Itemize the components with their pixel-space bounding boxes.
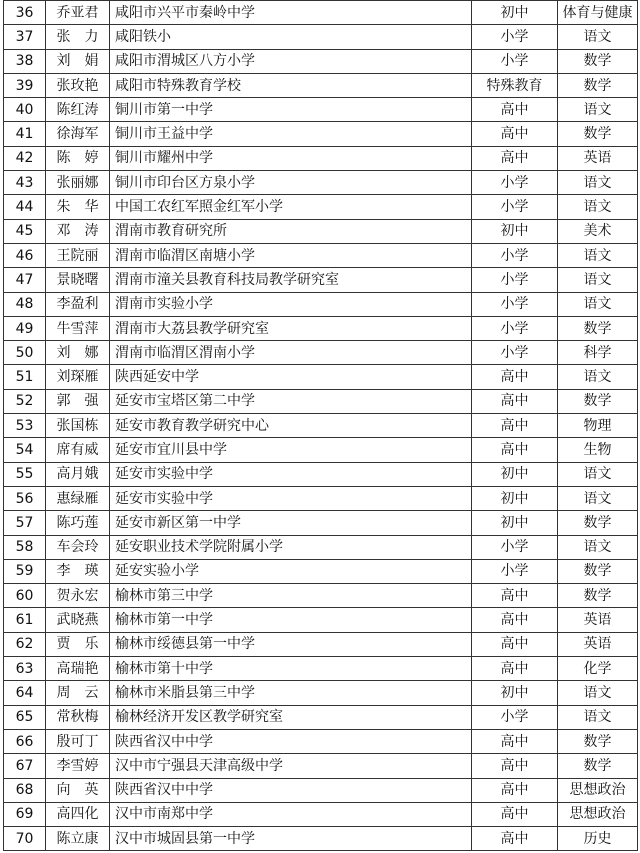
school-level-cell: 初中 bbox=[472, 462, 558, 486]
teaching-subject-cell: 语文 bbox=[558, 292, 638, 316]
row-number-cell: 69 bbox=[4, 802, 46, 826]
person-name-cell: 刘琛雁 bbox=[46, 365, 110, 389]
table-row bbox=[4, 25, 638, 49]
person-name-cell: 陈立康 bbox=[46, 827, 110, 851]
person-name-cell: 景晓曙 bbox=[46, 268, 110, 292]
school-level-cell: 小学 bbox=[472, 195, 558, 219]
table-row bbox=[4, 98, 638, 122]
row-number-cell: 50 bbox=[4, 341, 46, 365]
row-number-cell: 39 bbox=[4, 73, 46, 97]
school-level-cell: 高中 bbox=[472, 122, 558, 146]
teaching-subject-cell: 美术 bbox=[558, 219, 638, 243]
row-number-cell: 58 bbox=[4, 535, 46, 559]
table-row bbox=[4, 316, 638, 340]
teaching-subject-cell: 数学 bbox=[558, 559, 638, 583]
teaching-subject-cell: 数学 bbox=[558, 729, 638, 753]
row-number-cell: 56 bbox=[4, 486, 46, 510]
table-row bbox=[4, 802, 638, 826]
school-level-cell: 小学 bbox=[472, 292, 558, 316]
table-row bbox=[4, 535, 638, 559]
school-level-cell: 高中 bbox=[472, 438, 558, 462]
row-number-cell: 57 bbox=[4, 511, 46, 535]
teaching-subject-cell: 语文 bbox=[558, 195, 638, 219]
school-level-cell: 初中 bbox=[472, 681, 558, 705]
teaching-subject-cell: 体育与健康 bbox=[558, 1, 638, 25]
row-number-cell: 47 bbox=[4, 268, 46, 292]
person-name-cell: 李 瑛 bbox=[46, 559, 110, 583]
row-number-cell: 59 bbox=[4, 559, 46, 583]
school-level-cell: 高中 bbox=[472, 365, 558, 389]
teaching-subject-cell: 数学 bbox=[558, 511, 638, 535]
table-row bbox=[4, 657, 638, 681]
school-name-cell: 榆林市米脂县第三中学 bbox=[110, 681, 472, 705]
teaching-subject-cell: 语文 bbox=[558, 681, 638, 705]
person-name-cell: 殷可丁 bbox=[46, 729, 110, 753]
teaching-subject-cell: 数学 bbox=[558, 316, 638, 340]
row-number-cell: 40 bbox=[4, 98, 46, 122]
table-row bbox=[4, 462, 638, 486]
school-level-cell: 特殊教育 bbox=[472, 73, 558, 97]
person-name-cell: 张玫艳 bbox=[46, 73, 110, 97]
teaching-subject-cell: 数学 bbox=[558, 122, 638, 146]
person-name-cell: 张 力 bbox=[46, 25, 110, 49]
person-name-cell: 徐海军 bbox=[46, 122, 110, 146]
school-level-cell: 高中 bbox=[472, 729, 558, 753]
person-name-cell: 贺永宏 bbox=[46, 584, 110, 608]
school-name-cell: 铜川市印台区方泉小学 bbox=[110, 171, 472, 195]
school-level-cell: 小学 bbox=[472, 535, 558, 559]
row-number-cell: 70 bbox=[4, 827, 46, 851]
school-level-cell: 小学 bbox=[472, 268, 558, 292]
row-number-cell: 52 bbox=[4, 389, 46, 413]
person-name-cell: 向 英 bbox=[46, 778, 110, 802]
person-name-cell: 李雪婷 bbox=[46, 754, 110, 778]
teaching-subject-cell: 语文 bbox=[558, 365, 638, 389]
teaching-subject-cell: 物理 bbox=[558, 414, 638, 438]
school-level-cell: 高中 bbox=[472, 608, 558, 632]
person-name-cell: 陈巧莲 bbox=[46, 511, 110, 535]
teaching-subject-cell: 语文 bbox=[558, 171, 638, 195]
person-name-cell: 郭 强 bbox=[46, 389, 110, 413]
row-number-cell: 63 bbox=[4, 657, 46, 681]
row-number-cell: 41 bbox=[4, 122, 46, 146]
teaching-subject-cell: 思想政治 bbox=[558, 778, 638, 802]
row-number-cell: 54 bbox=[4, 438, 46, 462]
row-number-cell: 37 bbox=[4, 25, 46, 49]
school-name-cell: 咸阳铁小 bbox=[110, 25, 472, 49]
row-number-cell: 64 bbox=[4, 681, 46, 705]
school-level-cell: 高中 bbox=[472, 802, 558, 826]
school-name-cell: 中国工农红军照金红军小学 bbox=[110, 195, 472, 219]
table-row bbox=[4, 705, 638, 729]
teaching-subject-cell: 语文 bbox=[558, 25, 638, 49]
teaching-subject-cell: 思想政治 bbox=[558, 802, 638, 826]
school-name-cell: 铜川市第一中学 bbox=[110, 98, 472, 122]
school-name-cell: 延安市宝塔区第二中学 bbox=[110, 389, 472, 413]
school-level-cell: 小学 bbox=[472, 705, 558, 729]
table-row bbox=[4, 486, 638, 510]
table-row bbox=[4, 122, 638, 146]
table-row bbox=[4, 681, 638, 705]
row-number-cell: 67 bbox=[4, 754, 46, 778]
person-name-cell: 刘 娜 bbox=[46, 341, 110, 365]
school-level-cell: 小学 bbox=[472, 341, 558, 365]
table-row bbox=[4, 729, 638, 753]
school-name-cell: 渭南市潼关县教育科技局教学研究室 bbox=[110, 268, 472, 292]
table-row bbox=[4, 146, 638, 170]
school-level-cell: 小学 bbox=[472, 316, 558, 340]
school-name-cell: 延安市宜川县中学 bbox=[110, 438, 472, 462]
school-level-cell: 小学 bbox=[472, 25, 558, 49]
school-name-cell: 榆林市第十中学 bbox=[110, 657, 472, 681]
row-number-cell: 43 bbox=[4, 171, 46, 195]
person-name-cell: 张国栋 bbox=[46, 414, 110, 438]
row-number-cell: 38 bbox=[4, 49, 46, 73]
table-row bbox=[4, 608, 638, 632]
row-number-cell: 60 bbox=[4, 584, 46, 608]
row-number-cell: 42 bbox=[4, 146, 46, 170]
teaching-subject-cell: 数学 bbox=[558, 73, 638, 97]
person-name-cell: 王院丽 bbox=[46, 243, 110, 267]
person-name-cell: 陈红涛 bbox=[46, 98, 110, 122]
school-level-cell: 高中 bbox=[472, 754, 558, 778]
teaching-subject-cell: 科学 bbox=[558, 341, 638, 365]
person-name-cell: 高瑞艳 bbox=[46, 657, 110, 681]
school-level-cell: 初中 bbox=[472, 511, 558, 535]
teaching-subject-cell: 化学 bbox=[558, 657, 638, 681]
school-name-cell: 榆林市第一中学 bbox=[110, 608, 472, 632]
person-name-cell: 车会玲 bbox=[46, 535, 110, 559]
school-level-cell: 初中 bbox=[472, 219, 558, 243]
school-level-cell: 小学 bbox=[472, 559, 558, 583]
person-name-cell: 张丽娜 bbox=[46, 171, 110, 195]
row-number-cell: 53 bbox=[4, 414, 46, 438]
row-number-cell: 51 bbox=[4, 365, 46, 389]
roster-table bbox=[3, 0, 638, 851]
table-row bbox=[4, 49, 638, 73]
row-number-cell: 62 bbox=[4, 632, 46, 656]
teaching-subject-cell: 生物 bbox=[558, 438, 638, 462]
teaching-subject-cell: 语文 bbox=[558, 243, 638, 267]
table-row bbox=[4, 754, 638, 778]
teaching-subject-cell: 数学 bbox=[558, 49, 638, 73]
person-name-cell: 常秋梅 bbox=[46, 705, 110, 729]
row-number-cell: 65 bbox=[4, 705, 46, 729]
school-name-cell: 榆林市绥德县第一中学 bbox=[110, 632, 472, 656]
school-name-cell: 延安市实验中学 bbox=[110, 462, 472, 486]
person-name-cell: 周 云 bbox=[46, 681, 110, 705]
table-row bbox=[4, 389, 638, 413]
school-level-cell: 高中 bbox=[472, 98, 558, 122]
table-row bbox=[4, 292, 638, 316]
table-row bbox=[4, 365, 638, 389]
school-level-cell: 高中 bbox=[472, 657, 558, 681]
person-name-cell: 李盈利 bbox=[46, 292, 110, 316]
teaching-subject-cell: 数学 bbox=[558, 389, 638, 413]
person-name-cell: 席有威 bbox=[46, 438, 110, 462]
school-level-cell: 小学 bbox=[472, 49, 558, 73]
school-name-cell: 陕西省汉中中学 bbox=[110, 778, 472, 802]
row-number-cell: 44 bbox=[4, 195, 46, 219]
table-row bbox=[4, 632, 638, 656]
person-name-cell: 刘 娟 bbox=[46, 49, 110, 73]
person-name-cell: 乔亚君 bbox=[46, 1, 110, 25]
person-name-cell: 惠绿雁 bbox=[46, 486, 110, 510]
school-name-cell: 延安市新区第一中学 bbox=[110, 511, 472, 535]
school-level-cell: 高中 bbox=[472, 827, 558, 851]
school-name-cell: 延安市实验中学 bbox=[110, 486, 472, 510]
school-level-cell: 小学 bbox=[472, 171, 558, 195]
teaching-subject-cell: 语文 bbox=[558, 535, 638, 559]
row-number-cell: 36 bbox=[4, 1, 46, 25]
person-name-cell: 武晓燕 bbox=[46, 608, 110, 632]
row-number-cell: 49 bbox=[4, 316, 46, 340]
school-level-cell: 高中 bbox=[472, 146, 558, 170]
row-number-cell: 68 bbox=[4, 778, 46, 802]
person-name-cell: 陈 婷 bbox=[46, 146, 110, 170]
teaching-subject-cell: 历史 bbox=[558, 827, 638, 851]
teaching-subject-cell: 数学 bbox=[558, 754, 638, 778]
person-name-cell: 高月娥 bbox=[46, 462, 110, 486]
school-name-cell: 渭南市实验小学 bbox=[110, 292, 472, 316]
school-name-cell: 渭南市临渭区渭南小学 bbox=[110, 341, 472, 365]
table-row bbox=[4, 243, 638, 267]
table-row bbox=[4, 511, 638, 535]
teaching-subject-cell: 英语 bbox=[558, 608, 638, 632]
teaching-subject-cell: 语文 bbox=[558, 462, 638, 486]
school-name-cell: 延安市教育教学研究中心 bbox=[110, 414, 472, 438]
teaching-subject-cell: 语文 bbox=[558, 486, 638, 510]
school-name-cell: 延安职业技术学院附属小学 bbox=[110, 535, 472, 559]
school-level-cell: 高中 bbox=[472, 778, 558, 802]
row-number-cell: 66 bbox=[4, 729, 46, 753]
school-name-cell: 渭南市大荔县教学研究室 bbox=[110, 316, 472, 340]
teaching-subject-cell: 语文 bbox=[558, 268, 638, 292]
school-name-cell: 咸阳市渭城区八方小学 bbox=[110, 49, 472, 73]
school-name-cell: 铜川市耀州中学 bbox=[110, 146, 472, 170]
teaching-subject-cell: 数学 bbox=[558, 584, 638, 608]
teaching-subject-cell: 语文 bbox=[558, 705, 638, 729]
row-number-cell: 61 bbox=[4, 608, 46, 632]
person-name-cell: 牛雪萍 bbox=[46, 316, 110, 340]
school-level-cell: 高中 bbox=[472, 584, 558, 608]
school-level-cell: 高中 bbox=[472, 389, 558, 413]
table-row bbox=[4, 195, 638, 219]
school-name-cell: 陕西省汉中中学 bbox=[110, 729, 472, 753]
school-level-cell: 高中 bbox=[472, 414, 558, 438]
school-name-cell: 渭南市临渭区南塘小学 bbox=[110, 243, 472, 267]
table-row bbox=[4, 827, 638, 851]
school-name-cell: 铜川市王益中学 bbox=[110, 122, 472, 146]
school-level-cell: 高中 bbox=[472, 632, 558, 656]
table-row bbox=[4, 1, 638, 25]
school-name-cell: 榆林市第三中学 bbox=[110, 584, 472, 608]
teaching-subject-cell: 英语 bbox=[558, 146, 638, 170]
school-name-cell: 咸阳市特殊教育学校 bbox=[110, 73, 472, 97]
row-number-cell: 45 bbox=[4, 219, 46, 243]
person-name-cell: 高四化 bbox=[46, 802, 110, 826]
school-name-cell: 汉中市宁强县天津高级中学 bbox=[110, 754, 472, 778]
person-name-cell: 邓 涛 bbox=[46, 219, 110, 243]
school-name-cell: 榆林经济开发区教学研究室 bbox=[110, 705, 472, 729]
school-name-cell: 陕西延安中学 bbox=[110, 365, 472, 389]
table-row bbox=[4, 171, 638, 195]
school-name-cell: 延安实验小学 bbox=[110, 559, 472, 583]
row-number-cell: 48 bbox=[4, 292, 46, 316]
school-name-cell: 咸阳市兴平市秦岭中学 bbox=[110, 1, 472, 25]
table-row bbox=[4, 778, 638, 802]
school-name-cell: 汉中市南郑中学 bbox=[110, 802, 472, 826]
table-row bbox=[4, 268, 638, 292]
table-row bbox=[4, 559, 638, 583]
teaching-subject-cell: 英语 bbox=[558, 632, 638, 656]
person-name-cell: 朱 华 bbox=[46, 195, 110, 219]
roster-body bbox=[4, 1, 638, 851]
school-name-cell: 渭南市教育研究所 bbox=[110, 219, 472, 243]
table-row bbox=[4, 438, 638, 462]
table-row bbox=[4, 73, 638, 97]
teaching-subject-cell: 语文 bbox=[558, 98, 638, 122]
school-level-cell: 初中 bbox=[472, 486, 558, 510]
table-row bbox=[4, 584, 638, 608]
school-name-cell: 汉中市城固县第一中学 bbox=[110, 827, 472, 851]
school-level-cell: 小学 bbox=[472, 243, 558, 267]
person-name-cell: 贾 乐 bbox=[46, 632, 110, 656]
table-row bbox=[4, 341, 638, 365]
table-row bbox=[4, 414, 638, 438]
row-number-cell: 55 bbox=[4, 462, 46, 486]
school-level-cell: 初中 bbox=[472, 1, 558, 25]
row-number-cell: 46 bbox=[4, 243, 46, 267]
table-row bbox=[4, 219, 638, 243]
